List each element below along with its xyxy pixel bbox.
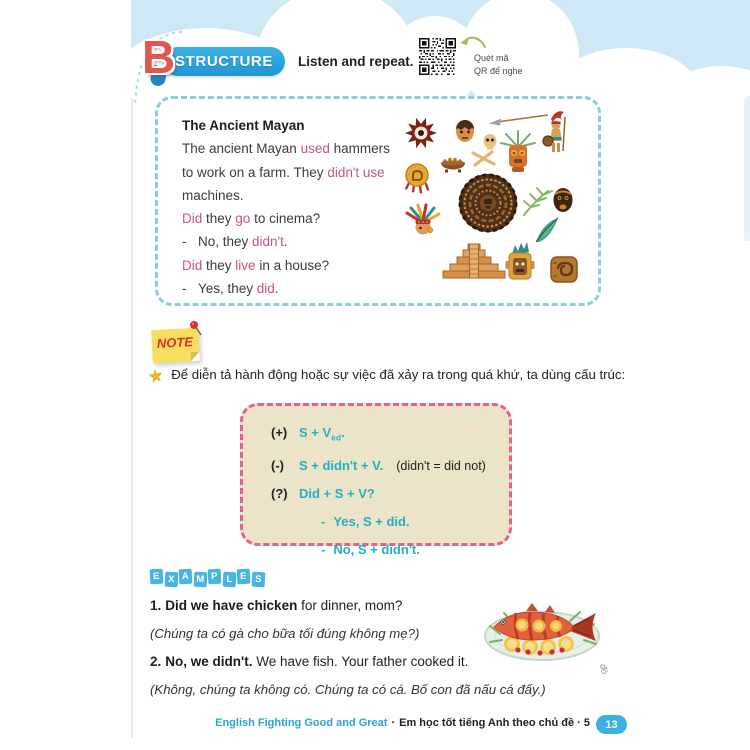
heading-letter-tile: P [208, 569, 221, 584]
footer-title-en: English Fighting Good and Great [215, 717, 388, 729]
reading-line: to work on a farm. They didn't use [182, 164, 385, 180]
heading-letter-tile: E [150, 569, 163, 584]
reading-line: - No, they didn't. [182, 234, 288, 250]
sky-edge-sliver [744, 96, 750, 241]
glyph-stone [551, 257, 577, 282]
star-icon: ★ [146, 364, 165, 387]
fish-on-plate-illustration [482, 594, 607, 666]
reading-text [182, 114, 427, 300]
footer-title-vi: Em học tốt tiếng Anh theo chủ đề · 5 [399, 717, 590, 729]
reading-title: The Ancient Mayan [182, 118, 305, 133]
examples-heading [150, 571, 264, 586]
reading-box [155, 96, 601, 306]
section-letter: B [142, 31, 176, 83]
mayan-illustration [393, 101, 593, 291]
warrior [543, 111, 565, 152]
reading-line: Did they live in a house? [182, 257, 330, 273]
sticky-fold [190, 352, 199, 361]
example-sentence-1: 1. Did we have chicken for dinner, mom? [150, 598, 403, 613]
crossed-bones [473, 152, 494, 165]
stepped-pyramid [443, 244, 505, 278]
reading-line: Did they go to cinema? [182, 211, 321, 227]
qr-caption-line1: Quét mã [474, 53, 509, 63]
quetzal-feather [536, 218, 558, 242]
heading-letter-tile: X [164, 572, 177, 587]
leaf-headdress-mask [501, 131, 535, 172]
grammar-rule [146, 364, 628, 387]
spear [489, 115, 548, 126]
page-number-badge: 13 [596, 715, 627, 734]
reading-line: The ancient Mayan used hammers [182, 141, 390, 157]
reading-line: machines. [182, 187, 244, 203]
chief-headdress [407, 205, 439, 235]
footer [150, 717, 590, 729]
mayan-calendar [459, 174, 517, 232]
reading-line: - Yes, they did. [182, 281, 279, 297]
instruction-text: Listen and repeat. [298, 54, 414, 69]
formula-row-yes: - Yes, S + did. [321, 513, 410, 529]
example-sentence-2: 2. No, we didn't. We have fish. Your father cooked it. [150, 654, 469, 669]
tribal-mask [456, 120, 474, 142]
qr-code-icon [419, 38, 456, 75]
heading-letter-tile: M [193, 572, 206, 587]
cacao-bowl [441, 158, 465, 173]
heading-letter-tile: S [251, 572, 264, 587]
qr-caption [474, 52, 523, 77]
formula-row-positive: (+) $S + V_{ed}$. [271, 425, 345, 443]
sun-symbol [405, 118, 437, 148]
footer-separator: · [391, 717, 396, 729]
crested-mask [506, 242, 535, 279]
section-ribbon [163, 47, 285, 76]
pushpin-icon [188, 319, 204, 337]
curved-arrow-icon [459, 33, 487, 51]
example-translation-2: (Không, chúng ta không có. Chúng ta có cá. Bố con đã nấu cá đấy.) [150, 682, 546, 697]
skull [484, 134, 497, 150]
formula-row-question: (?) Did + S + V? [271, 485, 375, 501]
heading-letter-tile: L [222, 572, 235, 587]
qr-caption-line2: QR để nghe [474, 65, 523, 76]
formula-row-negative: (-) S + didn't + V. (didn't = did not) [271, 457, 486, 473]
golden-sun-disc [405, 164, 429, 195]
heading-letter-tile: E [237, 569, 250, 584]
handwritten-side-mark: đò [598, 663, 610, 675]
palm-leaf [524, 188, 552, 215]
example-translation-1: (Chúng ta có gà cho bữa tối đúng không mẹ?) [150, 626, 420, 641]
rule-text: Để diễn tả hành động hoặc sự việc đã xảy ra trong quá khứ, ta dùng cấu trúc: [171, 367, 626, 382]
formula-box [240, 403, 512, 557]
formula-row-no: - No, S + didn't. [321, 541, 420, 557]
page-edge-line [131, 98, 133, 738]
dark-mask [554, 188, 573, 212]
section-title: STRUCTURE [175, 53, 273, 70]
note-label: NOTE [156, 334, 194, 351]
heading-letter-tile: A [179, 569, 192, 584]
